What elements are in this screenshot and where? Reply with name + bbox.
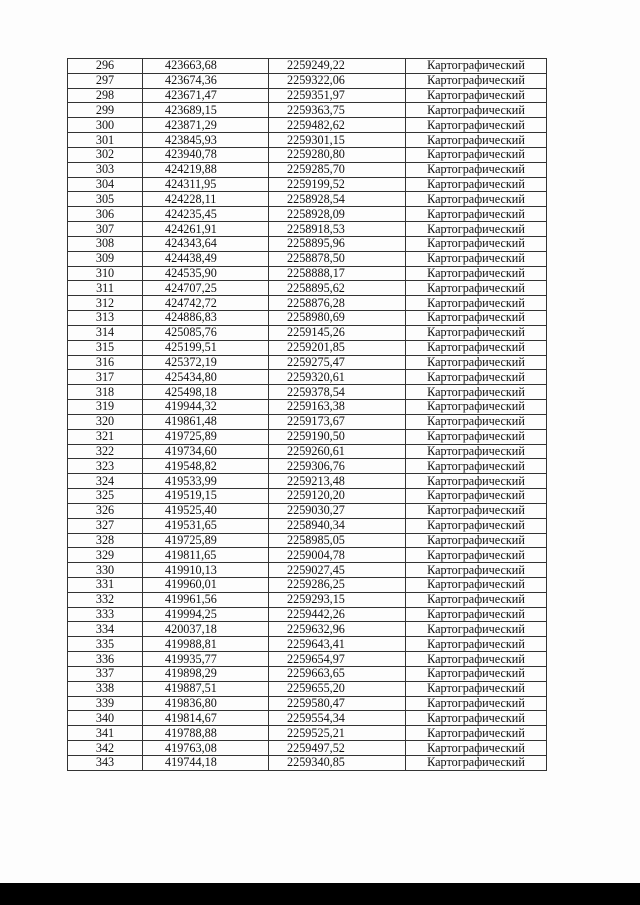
point-number-cell: 304: [68, 177, 143, 192]
y-coordinate-cell: 2259632,96: [269, 622, 406, 637]
point-number-cell: 342: [68, 741, 143, 756]
table-row: [68, 726, 547, 741]
table-row: [68, 533, 547, 548]
x-coordinate-cell: 423663,68: [143, 59, 269, 74]
table-row: [68, 711, 547, 726]
point-number-cell: 319: [68, 400, 143, 415]
method-cell: Картографический: [406, 548, 547, 563]
method-cell: Картографический: [406, 592, 547, 607]
method-cell: Картографический: [406, 474, 547, 489]
point-number-cell: 316: [68, 355, 143, 370]
x-coordinate-cell: 419910,13: [143, 563, 269, 578]
y-coordinate-cell: 2259663,65: [269, 666, 406, 681]
point-number-cell: 340: [68, 711, 143, 726]
y-coordinate-cell: 2259322,06: [269, 73, 406, 88]
table-row: [68, 489, 547, 504]
table-row: [68, 414, 547, 429]
y-coordinate-cell: 2259275,47: [269, 355, 406, 370]
method-cell: Картографический: [406, 281, 547, 296]
x-coordinate-cell: 425199,51: [143, 340, 269, 355]
table-row: [68, 385, 547, 400]
table-row: [68, 103, 547, 118]
x-coordinate-cell: 419548,82: [143, 459, 269, 474]
method-cell: Картографический: [406, 607, 547, 622]
x-coordinate-cell: 423845,93: [143, 133, 269, 148]
y-coordinate-cell: 2259249,22: [269, 59, 406, 74]
y-coordinate-cell: 2258940,34: [269, 518, 406, 533]
method-cell: Картографический: [406, 118, 547, 133]
method-cell: Картографический: [406, 711, 547, 726]
method-cell: Картографический: [406, 518, 547, 533]
x-coordinate-cell: 424235,45: [143, 207, 269, 222]
point-number-cell: 330: [68, 563, 143, 578]
table-row: [68, 444, 547, 459]
x-coordinate-cell: 419988,81: [143, 637, 269, 652]
x-coordinate-cell: 424228,11: [143, 192, 269, 207]
table-row: [68, 59, 547, 74]
table-row: [68, 88, 547, 103]
point-number-cell: 343: [68, 755, 143, 770]
method-cell: Картографический: [406, 340, 547, 355]
x-coordinate-cell: 419531,65: [143, 518, 269, 533]
table-row: [68, 622, 547, 637]
table-row: [68, 340, 547, 355]
x-coordinate-cell: 424886,83: [143, 311, 269, 326]
table-row: [68, 325, 547, 340]
method-cell: Картографический: [406, 207, 547, 222]
y-coordinate-cell: 2259201,85: [269, 340, 406, 355]
x-coordinate-cell: 419887,51: [143, 681, 269, 696]
y-coordinate-cell: 2259340,85: [269, 755, 406, 770]
method-cell: Картографический: [406, 133, 547, 148]
x-coordinate-cell: 419898,29: [143, 666, 269, 681]
table-row: [68, 681, 547, 696]
point-number-cell: 323: [68, 459, 143, 474]
x-coordinate-cell: 424535,90: [143, 266, 269, 281]
y-coordinate-cell: 2258928,09: [269, 207, 406, 222]
point-number-cell: 311: [68, 281, 143, 296]
x-coordinate-cell: 420037,18: [143, 622, 269, 637]
point-number-cell: 322: [68, 444, 143, 459]
x-coordinate-cell: 419725,89: [143, 429, 269, 444]
y-coordinate-cell: 2259286,25: [269, 577, 406, 592]
y-coordinate-cell: 2259213,48: [269, 474, 406, 489]
table-row: [68, 281, 547, 296]
point-number-cell: 335: [68, 637, 143, 652]
point-number-cell: 314: [68, 325, 143, 340]
point-number-cell: 332: [68, 592, 143, 607]
table-row: [68, 133, 547, 148]
y-coordinate-cell: 2259580,47: [269, 696, 406, 711]
method-cell: Картографический: [406, 459, 547, 474]
table-row: [68, 266, 547, 281]
y-coordinate-cell: 2259497,52: [269, 741, 406, 756]
y-coordinate-cell: 2259293,15: [269, 592, 406, 607]
method-cell: Картографический: [406, 400, 547, 415]
x-coordinate-cell: 419519,15: [143, 489, 269, 504]
point-number-cell: 303: [68, 162, 143, 177]
method-cell: Картографический: [406, 489, 547, 504]
point-number-cell: 339: [68, 696, 143, 711]
y-coordinate-cell: 2258895,96: [269, 236, 406, 251]
y-coordinate-cell: 2259301,15: [269, 133, 406, 148]
y-coordinate-cell: 2259320,61: [269, 370, 406, 385]
point-number-cell: 324: [68, 474, 143, 489]
method-cell: Картографический: [406, 192, 547, 207]
method-cell: Картографический: [406, 325, 547, 340]
x-coordinate-cell: 419744,18: [143, 755, 269, 770]
x-coordinate-cell: 419960,01: [143, 577, 269, 592]
method-cell: Картографический: [406, 577, 547, 592]
table-row: [68, 251, 547, 266]
point-number-cell: 298: [68, 88, 143, 103]
point-number-cell: 318: [68, 385, 143, 400]
method-cell: Картографический: [406, 251, 547, 266]
y-coordinate-cell: 2259351,97: [269, 88, 406, 103]
table-row: [68, 637, 547, 652]
point-number-cell: 327: [68, 518, 143, 533]
method-cell: Картографический: [406, 666, 547, 681]
x-coordinate-cell: 419811,65: [143, 548, 269, 563]
table-row: [68, 548, 547, 563]
table-row: [68, 696, 547, 711]
method-cell: Картографический: [406, 414, 547, 429]
point-number-cell: 296: [68, 59, 143, 74]
x-coordinate-cell: 419763,08: [143, 741, 269, 756]
x-coordinate-cell: 423671,47: [143, 88, 269, 103]
table-row: [68, 755, 547, 770]
method-cell: Картографический: [406, 726, 547, 741]
method-cell: Картографический: [406, 385, 547, 400]
y-coordinate-cell: 2259030,27: [269, 503, 406, 518]
point-number-cell: 299: [68, 103, 143, 118]
y-coordinate-cell: 2259442,26: [269, 607, 406, 622]
table-row: [68, 459, 547, 474]
point-number-cell: 300: [68, 118, 143, 133]
y-coordinate-cell: 2258928,54: [269, 192, 406, 207]
method-cell: Картографический: [406, 444, 547, 459]
x-coordinate-cell: 423674,36: [143, 73, 269, 88]
point-number-cell: 326: [68, 503, 143, 518]
method-cell: Картографический: [406, 741, 547, 756]
point-number-cell: 297: [68, 73, 143, 88]
method-cell: Картографический: [406, 236, 547, 251]
point-number-cell: 321: [68, 429, 143, 444]
point-number-cell: 301: [68, 133, 143, 148]
x-coordinate-cell: 419814,67: [143, 711, 269, 726]
method-cell: Картографический: [406, 652, 547, 667]
x-coordinate-cell: 419836,80: [143, 696, 269, 711]
table-row: [68, 592, 547, 607]
point-number-cell: 334: [68, 622, 143, 637]
point-number-cell: 341: [68, 726, 143, 741]
point-number-cell: 329: [68, 548, 143, 563]
table-row: [68, 607, 547, 622]
y-coordinate-cell: 2259004,78: [269, 548, 406, 563]
point-number-cell: 315: [68, 340, 143, 355]
point-number-cell: 325: [68, 489, 143, 504]
method-cell: Картографический: [406, 88, 547, 103]
table-row: [68, 503, 547, 518]
method-cell: Картографический: [406, 503, 547, 518]
method-cell: Картографический: [406, 622, 547, 637]
y-coordinate-cell: 2259027,45: [269, 563, 406, 578]
point-number-cell: 306: [68, 207, 143, 222]
y-coordinate-cell: 2259654,97: [269, 652, 406, 667]
table-row: [68, 147, 547, 162]
point-number-cell: 328: [68, 533, 143, 548]
y-coordinate-cell: 2259306,76: [269, 459, 406, 474]
table-row: [68, 370, 547, 385]
method-cell: Картографический: [406, 147, 547, 162]
table-row: [68, 652, 547, 667]
table-row: [68, 177, 547, 192]
method-cell: Картографический: [406, 563, 547, 578]
table-row: [68, 577, 547, 592]
x-coordinate-cell: 419935,77: [143, 652, 269, 667]
y-coordinate-cell: 2259655,20: [269, 681, 406, 696]
table-row: [68, 400, 547, 415]
method-cell: Картографический: [406, 696, 547, 711]
point-number-cell: 320: [68, 414, 143, 429]
point-number-cell: 338: [68, 681, 143, 696]
point-number-cell: 310: [68, 266, 143, 281]
y-coordinate-cell: 2259285,70: [269, 162, 406, 177]
x-coordinate-cell: 423689,15: [143, 103, 269, 118]
method-cell: Картографический: [406, 222, 547, 237]
y-coordinate-cell: 2259525,21: [269, 726, 406, 741]
method-cell: Картографический: [406, 59, 547, 74]
y-coordinate-cell: 2259190,50: [269, 429, 406, 444]
point-number-cell: 309: [68, 251, 143, 266]
point-number-cell: 337: [68, 666, 143, 681]
table-row: [68, 73, 547, 88]
y-coordinate-cell: 2259260,61: [269, 444, 406, 459]
scan-bottom-edge: [0, 883, 640, 905]
y-coordinate-cell: 2259173,67: [269, 414, 406, 429]
point-number-cell: 313: [68, 311, 143, 326]
table-row: [68, 666, 547, 681]
point-number-cell: 317: [68, 370, 143, 385]
table-row: [68, 162, 547, 177]
y-coordinate-cell: 2259643,41: [269, 637, 406, 652]
x-coordinate-cell: 424343,64: [143, 236, 269, 251]
x-coordinate-cell: 419861,48: [143, 414, 269, 429]
y-coordinate-cell: 2259482,62: [269, 118, 406, 133]
table-row: [68, 192, 547, 207]
table-row: [68, 563, 547, 578]
y-coordinate-cell: 2258895,62: [269, 281, 406, 296]
y-coordinate-cell: 2258888,17: [269, 266, 406, 281]
point-number-cell: 331: [68, 577, 143, 592]
method-cell: Картографический: [406, 429, 547, 444]
y-coordinate-cell: 2259145,26: [269, 325, 406, 340]
y-coordinate-cell: 2259554,34: [269, 711, 406, 726]
table-row: [68, 518, 547, 533]
table-row: [68, 355, 547, 370]
point-number-cell: 302: [68, 147, 143, 162]
table-row: [68, 311, 547, 326]
method-cell: Картографический: [406, 533, 547, 548]
method-cell: Картографический: [406, 311, 547, 326]
y-coordinate-cell: 2259163,38: [269, 400, 406, 415]
method-cell: Картографический: [406, 355, 547, 370]
y-coordinate-cell: 2259120,20: [269, 489, 406, 504]
x-coordinate-cell: 419734,60: [143, 444, 269, 459]
x-coordinate-cell: 425434,80: [143, 370, 269, 385]
method-cell: Картографический: [406, 681, 547, 696]
y-coordinate-cell: 2259280,80: [269, 147, 406, 162]
table-row: [68, 118, 547, 133]
table-row: [68, 429, 547, 444]
x-coordinate-cell: 425372,19: [143, 355, 269, 370]
y-coordinate-cell: 2258980,69: [269, 311, 406, 326]
y-coordinate-cell: 2258876,28: [269, 296, 406, 311]
point-number-cell: 307: [68, 222, 143, 237]
method-cell: Картографический: [406, 637, 547, 652]
x-coordinate-cell: 419525,40: [143, 503, 269, 518]
table-row: [68, 222, 547, 237]
table-row: [68, 207, 547, 222]
x-coordinate-cell: 419725,89: [143, 533, 269, 548]
method-cell: Картографический: [406, 266, 547, 281]
y-coordinate-cell: 2258918,53: [269, 222, 406, 237]
x-coordinate-cell: 424261,91: [143, 222, 269, 237]
method-cell: Картографический: [406, 177, 547, 192]
method-cell: Картографический: [406, 103, 547, 118]
x-coordinate-cell: 419788,88: [143, 726, 269, 741]
x-coordinate-cell: 419961,56: [143, 592, 269, 607]
point-number-cell: 333: [68, 607, 143, 622]
table-row: [68, 296, 547, 311]
table-row: [68, 741, 547, 756]
table-row: [68, 474, 547, 489]
method-cell: Картографический: [406, 73, 547, 88]
point-number-cell: 308: [68, 236, 143, 251]
method-cell: Картографический: [406, 162, 547, 177]
coordinates-table: [67, 58, 547, 771]
x-coordinate-cell: 423940,78: [143, 147, 269, 162]
y-coordinate-cell: 2259363,75: [269, 103, 406, 118]
point-number-cell: 312: [68, 296, 143, 311]
x-coordinate-cell: 424707,25: [143, 281, 269, 296]
method-cell: Картографический: [406, 755, 547, 770]
x-coordinate-cell: 423871,29: [143, 118, 269, 133]
x-coordinate-cell: 424219,88: [143, 162, 269, 177]
x-coordinate-cell: 424311,95: [143, 177, 269, 192]
method-cell: Картографический: [406, 296, 547, 311]
point-number-cell: 336: [68, 652, 143, 667]
y-coordinate-cell: 2259378,54: [269, 385, 406, 400]
x-coordinate-cell: 425085,76: [143, 325, 269, 340]
point-number-cell: 305: [68, 192, 143, 207]
x-coordinate-cell: 419994,25: [143, 607, 269, 622]
coordinates-table-body: [68, 59, 547, 771]
y-coordinate-cell: 2259199,52: [269, 177, 406, 192]
method-cell: Картографический: [406, 370, 547, 385]
x-coordinate-cell: 425498,18: [143, 385, 269, 400]
x-coordinate-cell: 424438,49: [143, 251, 269, 266]
table-row: [68, 236, 547, 251]
x-coordinate-cell: 419944,32: [143, 400, 269, 415]
y-coordinate-cell: 2258985,05: [269, 533, 406, 548]
y-coordinate-cell: 2258878,50: [269, 251, 406, 266]
x-coordinate-cell: 419533,99: [143, 474, 269, 489]
x-coordinate-cell: 424742,72: [143, 296, 269, 311]
